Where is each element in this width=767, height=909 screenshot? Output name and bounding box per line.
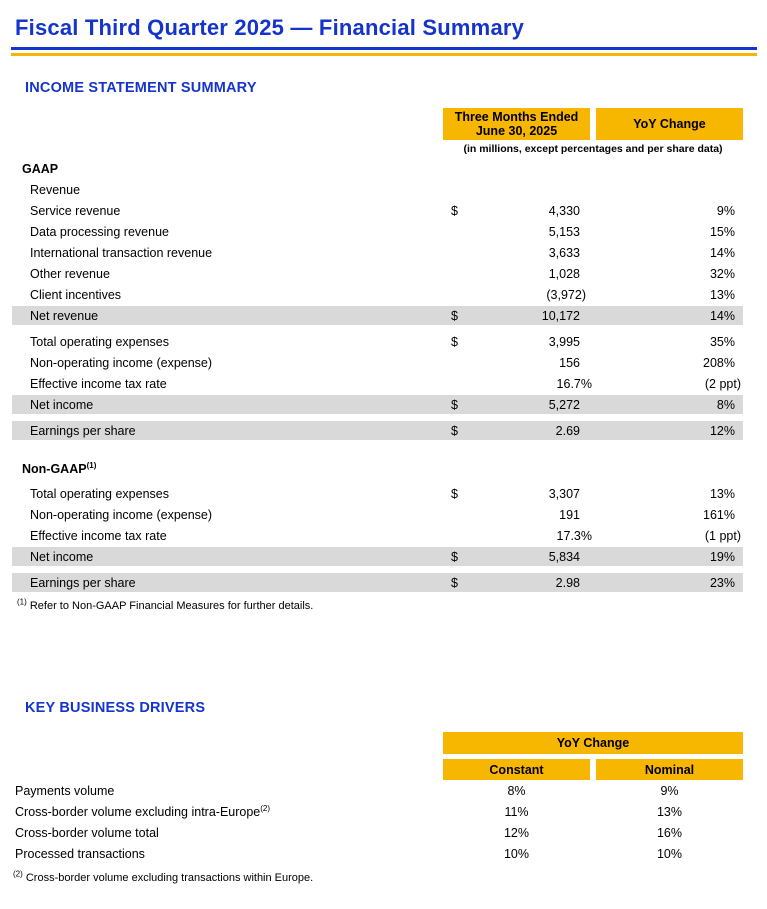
amount-value: 10,172	[541, 308, 580, 323]
footnote-1-text: Refer to Non-GAAP Financial Measures for further details.	[29, 600, 314, 612]
row-label-text: Other revenue	[30, 266, 110, 281]
driver-label	[12, 805, 443, 819]
nominal-value: 9%	[660, 783, 679, 798]
income-section-header-row	[12, 458, 743, 479]
row-label	[12, 576, 443, 590]
row-label-text: Total operating expenses	[30, 334, 169, 349]
yoy-value: 161%	[703, 507, 735, 522]
amount-value: 3,633	[548, 245, 580, 260]
amount-value: 3,995	[548, 334, 580, 349]
driver-label-text: Cross-border volume excluding intra-Europe	[15, 804, 261, 819]
yoy-value: 8%	[716, 397, 735, 412]
income-table-row	[12, 179, 743, 200]
income-table-row	[12, 525, 743, 546]
footnote-1	[17, 597, 743, 612]
amount-value: 17.3%	[556, 528, 592, 543]
footnote-2	[13, 869, 743, 884]
footnote-2-text: Cross-border volume excluding transactions within Europe.	[25, 872, 314, 884]
dollar-sign: $	[451, 397, 458, 412]
row-label-text: Total operating expenses	[30, 486, 169, 501]
key-driver-row	[12, 780, 743, 801]
income-table-row	[12, 421, 743, 440]
nominal-value: 13%	[656, 804, 683, 819]
dollar-sign: $	[451, 203, 458, 218]
amount-cell	[449, 377, 596, 391]
row-label	[12, 246, 443, 260]
row-spacer	[12, 567, 743, 572]
row-label-text: Client incentives	[30, 287, 122, 302]
income-table-row	[12, 395, 743, 414]
income-table-row	[12, 331, 743, 352]
amount-cell	[443, 335, 590, 349]
income-statement-heading: INCOME STATEMENT SUMMARY	[25, 80, 257, 96]
kd-subheader-row	[443, 759, 743, 780]
dollar-sign: $	[451, 423, 458, 438]
kd-yoy-change-label: YoY Change	[556, 736, 630, 750]
amount-value: 5,153	[548, 224, 580, 239]
amount-value: 5,834	[548, 549, 580, 564]
key-business-drivers-heading: KEY BUSINESS DRIVERS	[25, 700, 206, 716]
row-label	[12, 356, 443, 370]
row-label	[12, 377, 449, 391]
row-label-text: International transaction revenue	[30, 245, 213, 260]
row-label	[12, 424, 443, 438]
amount-cell	[443, 288, 590, 302]
row-label-text: Net revenue	[30, 308, 99, 323]
amount-cell	[443, 508, 590, 522]
yoy-value: 14%	[709, 245, 735, 260]
row-label-text: Data processing revenue	[30, 224, 169, 239]
row-label-text: Non-operating income (expense)	[30, 355, 213, 370]
amount-value: (3,972)	[546, 287, 586, 302]
amount-value: 5,272	[548, 397, 580, 412]
amount-value: 2.69	[555, 423, 580, 438]
nominal-value: 16%	[656, 825, 683, 840]
key-business-drivers-table	[12, 732, 743, 884]
row-label-text: Non-operating income (expense)	[30, 507, 213, 522]
constant-value: 11%	[504, 804, 529, 819]
income-statement-table	[12, 108, 743, 612]
income-table-row	[12, 573, 743, 592]
constant-value: 12%	[503, 825, 530, 840]
income-table-row	[12, 547, 743, 566]
driver-label	[12, 784, 443, 798]
footnote-1-marker: (1)	[17, 597, 27, 607]
income-table-row	[12, 352, 743, 373]
row-spacer	[12, 441, 743, 458]
dollar-sign: $	[451, 549, 458, 564]
row-label-text: Earnings per share	[30, 575, 136, 590]
driver-label	[12, 847, 443, 861]
amount-value: 2.98	[555, 575, 580, 590]
amount-cell	[443, 267, 590, 281]
income-statement-rows	[12, 158, 743, 592]
row-label-text: GAAP	[22, 161, 59, 176]
yoy-value: 13%	[709, 287, 735, 302]
key-drivers-rows	[12, 780, 743, 864]
row-label-text: Service revenue	[30, 203, 121, 218]
amount-value: 191	[559, 507, 580, 522]
driver-label-text: Payments volume	[15, 783, 115, 798]
income-table-row	[12, 200, 743, 221]
nominal-value: 10%	[656, 846, 683, 861]
row-label	[12, 162, 743, 176]
row-label	[12, 204, 443, 218]
amount-cell	[443, 309, 590, 323]
row-label-text: Net income	[30, 397, 94, 412]
yoy-value: 19%	[709, 549, 735, 564]
amount-value: 3,307	[548, 486, 580, 501]
row-label	[12, 487, 443, 501]
amount-cell	[443, 225, 590, 239]
row-label-text: Non-GAAP	[22, 461, 87, 476]
row-label	[12, 309, 443, 323]
driver-label-text: Cross-border volume total	[15, 825, 159, 840]
amount-cell	[449, 529, 596, 543]
row-label	[12, 398, 443, 412]
income-section-header-row	[12, 158, 743, 179]
row-label	[12, 529, 449, 543]
key-driver-row	[12, 822, 743, 843]
row-label	[12, 267, 443, 281]
income-table-row	[12, 504, 743, 525]
amount-value: 16.7%	[556, 376, 592, 391]
amount-value: 4,330	[548, 203, 580, 218]
dollar-sign: $	[451, 308, 458, 323]
row-label	[12, 335, 443, 349]
driver-label	[12, 826, 443, 840]
driver-label-text: Processed transactions	[15, 846, 145, 861]
yoy-value: 12%	[709, 423, 735, 438]
amount-cell	[443, 398, 590, 412]
income-table-row	[12, 483, 743, 504]
page-title: Fiscal Third Quarter 2025 — Financial Summary	[15, 15, 525, 40]
yoy-value: 15%	[709, 224, 735, 239]
yoy-value: 14%	[709, 308, 735, 323]
income-table-row	[12, 221, 743, 242]
income-table-row	[12, 373, 743, 394]
yoy-value: 9%	[716, 203, 735, 218]
row-label	[12, 508, 443, 522]
key-driver-row	[12, 843, 743, 864]
income-table-row	[12, 284, 743, 305]
footnote-marker: (2)	[260, 803, 271, 813]
income-table-row	[12, 306, 743, 325]
yoy-value: (1 ppt)	[704, 528, 741, 543]
amount-cell	[443, 424, 590, 438]
yoy-value: 23%	[709, 575, 735, 590]
amount-value: 1,028	[548, 266, 580, 281]
column-header-yoy-change	[596, 108, 743, 140]
row-label-text: Effective income tax rate	[30, 528, 167, 543]
key-driver-row	[12, 801, 743, 822]
row-label	[12, 225, 443, 239]
dollar-sign: $	[451, 334, 458, 349]
units-note: (in millions, except percentages and per share data)	[463, 143, 723, 155]
row-spacer	[12, 415, 743, 420]
row-label-text: Effective income tax rate	[30, 376, 167, 391]
footnote-marker: (1)	[86, 460, 97, 470]
income-table-row	[12, 263, 743, 284]
row-label	[12, 288, 443, 302]
dollar-sign: $	[451, 575, 458, 590]
kd-constant-label: Constant	[489, 762, 544, 777]
row-label-text: Earnings per share	[30, 423, 136, 438]
kd-nominal-label: Nominal	[644, 762, 695, 777]
income-table-row	[12, 242, 743, 263]
divider-blue	[11, 47, 757, 50]
kd-nominal-header	[596, 759, 743, 780]
amount-cell	[443, 356, 590, 370]
dollar-sign: $	[451, 486, 458, 501]
yoy-change-label: YoY Change	[633, 117, 706, 131]
income-table-header-row	[443, 108, 743, 140]
yoy-value: 35%	[709, 334, 735, 349]
row-label-text: Net income	[30, 549, 94, 564]
yoy-value: 13%	[709, 486, 735, 501]
constant-value: 10%	[503, 846, 530, 861]
amount-cell	[443, 550, 590, 564]
kd-constant-header	[443, 759, 590, 780]
amount-cell	[443, 204, 590, 218]
column-header-line2: June 30, 2025	[475, 124, 558, 138]
divider-gold	[11, 53, 757, 56]
amount-cell	[443, 487, 590, 501]
kd-yoy-change-header	[443, 732, 743, 754]
yoy-value: (2 ppt)	[704, 376, 741, 391]
column-header-three-months-ended	[443, 108, 590, 140]
row-label	[12, 462, 743, 476]
constant-value: 8%	[507, 783, 526, 798]
row-label	[12, 550, 443, 564]
yoy-value: 32%	[709, 266, 735, 281]
column-header-line1: Three Months Ended	[454, 110, 579, 124]
row-label-text: Revenue	[30, 182, 81, 197]
yoy-value: 208%	[703, 355, 735, 370]
footnote-2-marker: (2)	[13, 869, 23, 879]
amount-cell	[443, 246, 590, 260]
row-label	[12, 183, 443, 197]
amount-cell	[443, 576, 590, 590]
amount-value: 156	[559, 355, 580, 370]
